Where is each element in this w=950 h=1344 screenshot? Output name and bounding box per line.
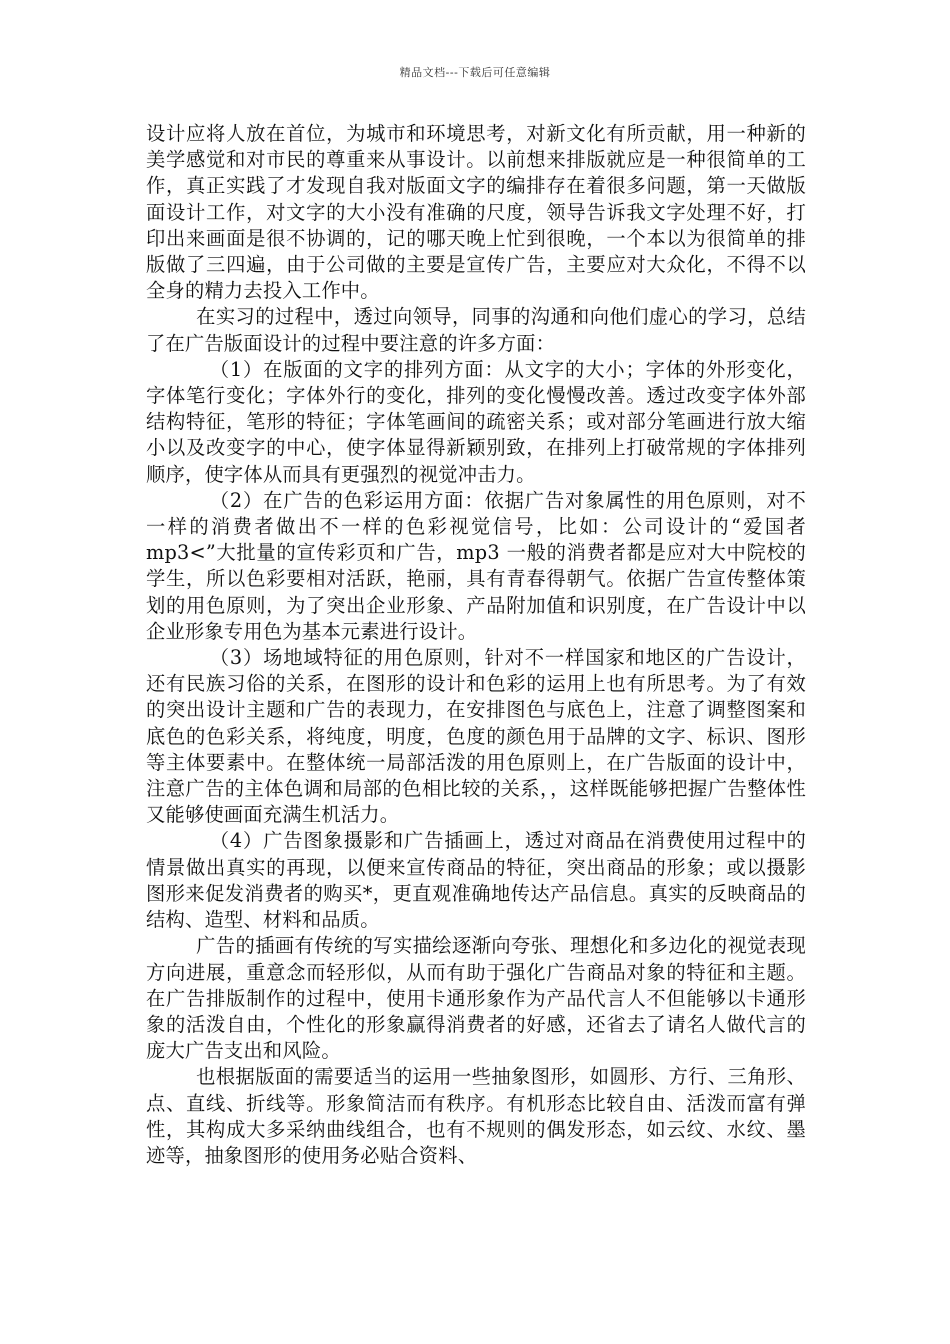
paragraph-illustration: 广告的插画有传统的写实描绘逐渐向夸张、理想化和多边化的视觉表现方向进展，重意念而轻形似，从而有助于强化广告商品对象的特征和主题。在广告排版制作的过程中，使用卡通形象作为产品代言人不但能够以卡通形象的活泼自由，个性化的形象赢得消费者的好感，还省去了请名人做代言的庞大广告支出和风险。 — [146, 934, 806, 1063]
paragraph-point-4: （4）广告图象摄影和广告插画上，透过对商品在消费使用过程中的情景做出真实的再现，以便来宣传商品的特征，突出商品的形象；或以摄影图形来促发消费者的购买*，更直观准确地传达产品信息。真实的反映商品的结构、造型、材料和品质。 — [146, 829, 806, 932]
document-body — [146, 121, 806, 1169]
paragraph-internship: 在实习的过程中，透过向领导，同事的沟通和向他们虚心的学习，总结了在广告版面设计的过程中要注意的许多方面： — [146, 305, 806, 355]
paragraph-abstract-shapes: 也根据版面的需要适当的运用一些抽象图形，如圆形、方行、三角形、点、直线、折线等。形象简洁而有秩序。有机形态比较自由、活泼而富有弹性，其构成大多采纳曲线组合，也有不规则的偶发形态，如云纹、水纹、墨迹等，抽象图形的使用务必贴合资料、 — [146, 1065, 806, 1167]
page-header: 精品文档---下载后可任意编辑 — [399, 66, 551, 79]
paragraph-point-2: （2）在广告的色彩运用方面：依据广告对象属性的用色原则，对不一样的消费者做出不一样的色彩视觉信号，比如：公司设计的“爱国者 mp3<”大批量的宣传彩页和广告，mp3 一般的消费者都是应对大中院校的学生，所以色彩要相对活跃，艳丽，具有青春得朝气。依据广告宣传整体策划的用色原则，为了突出企业形象、产品附加值和识别度，在广告设计中以企业形象专用色为基本元素进行设计。 — [146, 488, 806, 643]
paragraph-point-1: （1）在版面的文字的排列方面：从文字的大小；字体的外形变化，字体笔行变化；字体外行的变化，排列的变化慢慢改善。透过改变字体外部结构特征，笔形的特征；字体笔画间的疏密关系；或对部分笔画进行放大缩小以及改变字的中心，使字体显得新颖别致，在排列上打破常规的字体排列顺序，使字体从而具有更强烈的视觉冲击力。 — [146, 357, 806, 486]
paragraph-continuation: 设计应将人放在首位，为城市和环境思考，对新文化有所贡献，用一种新的美学感觉和对市民的尊重来从事设计。以前想来排版就应是一种很简单的工作，真正实践了才发现自我对版面文字的编排存在着很多问题，第一天做版面设计工作，对文字的大小没有准确的尺度，领导告诉我文字处理不好，打印出来画面是很不协调的，记的哪天晚上忙到很晚，一个本以为很简单的排版做了三四遍，由于公司做的主要是宣传广告，主要应对大众化，不得不以全身的精力去投入工作中。 — [146, 122, 806, 303]
paragraph-point-3: （3）场地域特征的用色原则，针对不一样国家和地区的广告设计，还有民族习俗的关系，在图形的设计和色彩的运用上也有所思考。为了有效的突出设计主题和广告的表现力，在安排图色与底色上，注意了调整图案和底色的色彩关系，将纯度，明度，色度的颜色用于品牌的文字、标识、图形等主体要素中。在整体统一局部活泼的用色原则上，在广告版面的设计中，注意广告的主体色调和局部的色相比较的关系，，这样既能够把握广告整体性又能够使画面充满生机活力。 — [146, 646, 806, 827]
